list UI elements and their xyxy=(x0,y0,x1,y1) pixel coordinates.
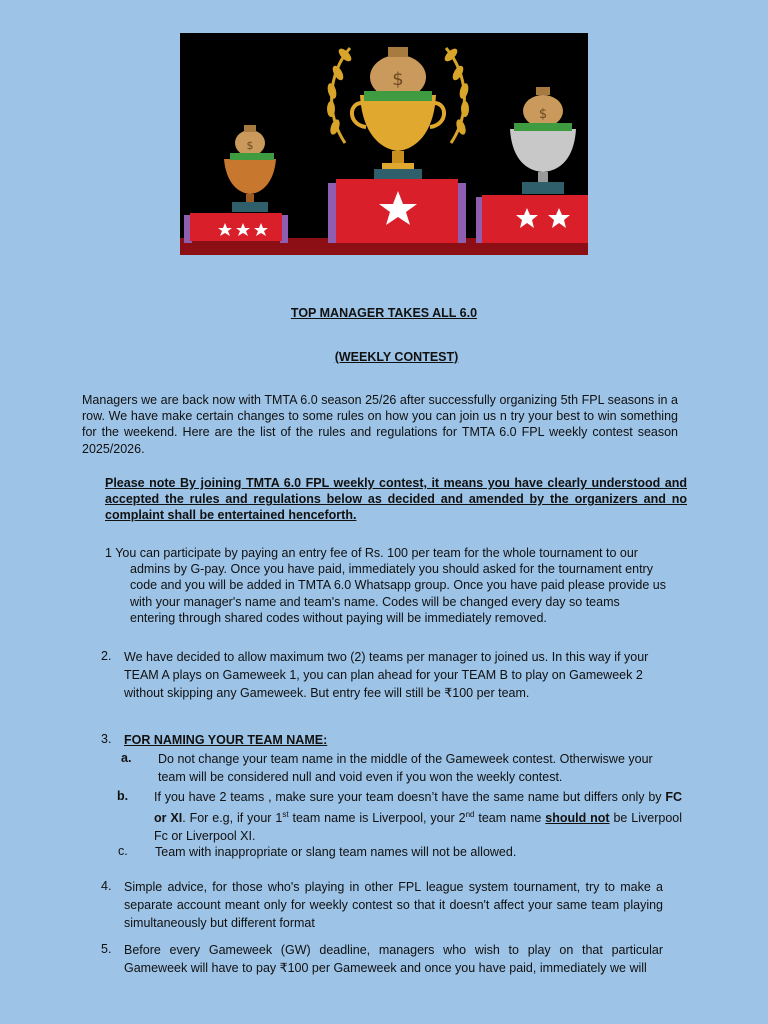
page-title: TOP MANAGER TAKES ALL 6.0 xyxy=(290,306,478,320)
trophy-gold-icon xyxy=(352,95,444,179)
trophy-banner-image xyxy=(180,33,588,255)
rule-4-number: 4. xyxy=(101,879,112,893)
podium-second xyxy=(476,195,588,243)
podium-third xyxy=(184,213,288,243)
svg-text:$: $ xyxy=(392,69,404,90)
rule-5-number: 5. xyxy=(101,942,112,956)
rule-2-number: 2. xyxy=(101,649,112,663)
rule-2-text: We have decided to allow maximum two (2) teams per manager to joined us. In this way if your TEAM A plays on Gameweek 1, you can plan ahead for your TEAM B to play on Gameweek 2 without skipping any Gameweek. But entry fee will still be ₹100 per team. xyxy=(124,650,649,700)
rule-3b-letter: b. xyxy=(117,789,129,803)
intro-paragraph: Managers we are back now with TMTA 6.0 season 25/26 after successfully organizing 5th FPL seasons in a row. We have make certain changes to some rules on how you can join us n try your best to win something for the weekend. Here are the list of the rules and regulations for TMTA 6.0 FPL weekly contest season 2025/2026. xyxy=(82,393,678,456)
page-subtitle: (WEEKLY CONTEST) xyxy=(334,350,459,364)
rule-1 xyxy=(105,545,668,626)
rule-3c-letter: c. xyxy=(118,844,128,858)
rule-4-text: Simple advice, for those who's playing in other FPL league system tournament, try to make a separate account meant only for weekly contest so that it doesn't affect your same team playing simultaneously but different format xyxy=(124,880,663,930)
disclaimer-note: Please note By joining TMTA 6.0 FPL weekly contest, it means you have clearly understood and accepted the rules and regulations below as decided and amended by the organizers and no complaint shall be entertained henceforth. xyxy=(105,476,687,523)
podium-first xyxy=(328,179,466,243)
trophy-silver-icon xyxy=(510,129,576,194)
money-bag-icon xyxy=(364,47,432,101)
rule-3-number: 3. xyxy=(101,732,112,746)
svg-text:$: $ xyxy=(246,139,254,152)
rule-1-text: admins by G-pay. Once you have paid, immediately you should asked for the tournament entry code and you will be added in TMTA 6.0 Whatsapp group. Once you have paid please provide us with your manager's name and team's name. Codes will be changed every day so teams entering through shared codes without paying will be immediately removed. xyxy=(130,562,666,625)
svg-text:$: $ xyxy=(538,107,548,122)
money-bag-icon xyxy=(230,125,274,160)
rule-1-first-line: 1 You can participate by paying an entry fee of Rs. 100 per team for the whole tournament to our xyxy=(105,546,638,560)
rule-3b-text: If you have 2 teams , make sure your team doesn’t have the same name but differs only by FC or XI. For e.g, if your 1st team name is Liverpool, your 2nd team name should not be Liverpool Fc or Liverpool XI. xyxy=(154,790,683,844)
money-bag-icon xyxy=(514,87,572,131)
rule-3c-text: Team with inappropriate or slang team names will not be allowed. xyxy=(155,845,517,859)
rule-3a-letter: a. xyxy=(121,751,132,765)
rule-3a-text: Do not change your team name in the middle of the Gameweek contest. Otherwiswe your team will be considered null and void even if you won the weekly contest. xyxy=(158,752,653,784)
rule-3-heading: FOR NAMING YOUR TEAM NAME: xyxy=(124,733,328,747)
trophy-bronze-icon xyxy=(224,159,276,212)
rule-5-text: Before every Gameweek (GW) deadline, managers who wish to play on that particular Gameweek will have to pay ₹100 per Gameweek and once you have paid, immediately we will xyxy=(124,943,663,975)
